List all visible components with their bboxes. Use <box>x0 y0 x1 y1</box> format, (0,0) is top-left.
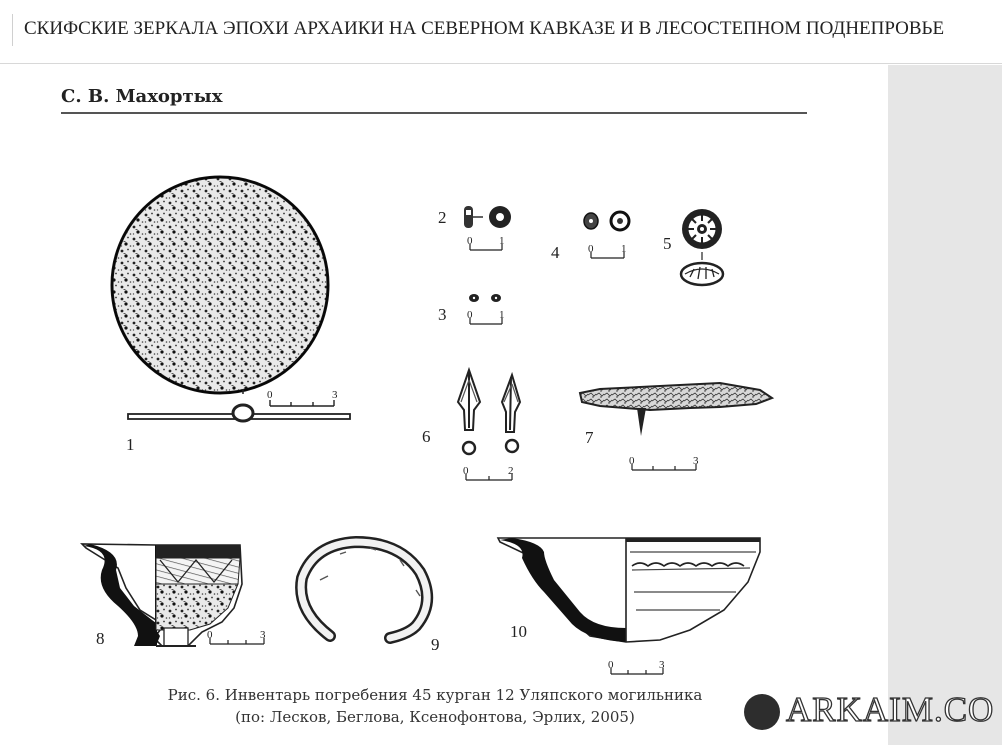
artifact-3-beads <box>469 294 501 302</box>
figure-caption <box>60 684 810 728</box>
header-divider <box>12 14 13 46</box>
scale-bar-10 <box>608 659 665 674</box>
scale-bar-1 <box>267 389 338 406</box>
svg-text:0: 0 <box>629 455 635 467</box>
figure-number-1: 1 <box>126 435 135 454</box>
figure-number-6: 6 <box>422 427 431 446</box>
svg-text:3: 3 <box>332 389 338 401</box>
svg-text:0: 0 <box>467 309 473 321</box>
svg-text:3: 3 <box>260 629 266 641</box>
figure-number-2: 2 <box>438 208 447 227</box>
artifact-9-bracelet <box>301 542 427 638</box>
side-panel <box>888 65 1002 745</box>
artifact-7-knife <box>580 383 772 436</box>
figure-number-10: 10 <box>510 622 527 641</box>
figure-number-9: 9 <box>431 635 440 654</box>
document-header-bar <box>0 0 1002 64</box>
figure-number-8: 8 <box>96 629 105 648</box>
scale-bar-6 <box>463 465 514 480</box>
svg-text:0: 0 <box>207 629 213 641</box>
caption-line-2: (по: Лесков, Беглова, Ксенофонтова, Эрлих, 2005) <box>235 708 635 726</box>
figure-illustration <box>60 140 820 680</box>
page-author-heading: С. В. Махортых <box>61 86 223 107</box>
svg-text:0: 0 <box>588 243 594 255</box>
artifact-6-arrowheads <box>458 370 520 454</box>
figure-number-4: 4 <box>551 243 560 262</box>
caption-line-1: Рис. 6. Инвентарь погребения 45 курган 12 Уляпского могильника <box>167 686 703 704</box>
svg-text:1: 1 <box>621 243 627 255</box>
logo-circle-icon <box>744 694 780 730</box>
artifact-10-bowl <box>498 538 760 642</box>
artifact-4-beads <box>584 212 629 230</box>
svg-text:3: 3 <box>693 455 699 467</box>
artifact-1-mirror <box>112 177 350 421</box>
heading-rule <box>61 112 807 114</box>
svg-text:3: 3 <box>659 659 665 671</box>
svg-text:1: 1 <box>499 235 505 247</box>
watermark-logo <box>742 690 997 736</box>
artifact-8-vessel <box>82 544 242 646</box>
scale-bar-2 <box>467 235 505 250</box>
svg-text:0: 0 <box>608 659 614 671</box>
figure-number-5: 5 <box>663 234 672 253</box>
svg-text:0: 0 <box>463 465 469 477</box>
scale-bar-7 <box>629 455 699 470</box>
figure-number-7: 7 <box>585 428 594 447</box>
watermark-text: ARKAIM.CO <box>786 690 995 729</box>
document-title: СКИФСКИЕ ЗЕРКАЛА ЭПОХИ АРХАИКИ НА СЕВЕРНОМ КАВКАЗЕ И В ЛЕСОСТЕПНОМ ПОДНЕПРОВЬЕ <box>24 18 945 39</box>
scale-bar-8 <box>207 629 266 644</box>
svg-text:0: 0 <box>467 235 473 247</box>
svg-text:1: 1 <box>499 309 505 321</box>
svg-text:2: 2 <box>508 465 514 477</box>
scale-bar-4 <box>588 243 627 258</box>
svg-text:0: 0 <box>267 389 273 401</box>
artifact-5-rosette-bead <box>681 209 723 285</box>
scale-bar-3 <box>467 309 505 324</box>
artifact-2-beads <box>464 206 511 228</box>
figure-number-3: 3 <box>438 305 447 324</box>
